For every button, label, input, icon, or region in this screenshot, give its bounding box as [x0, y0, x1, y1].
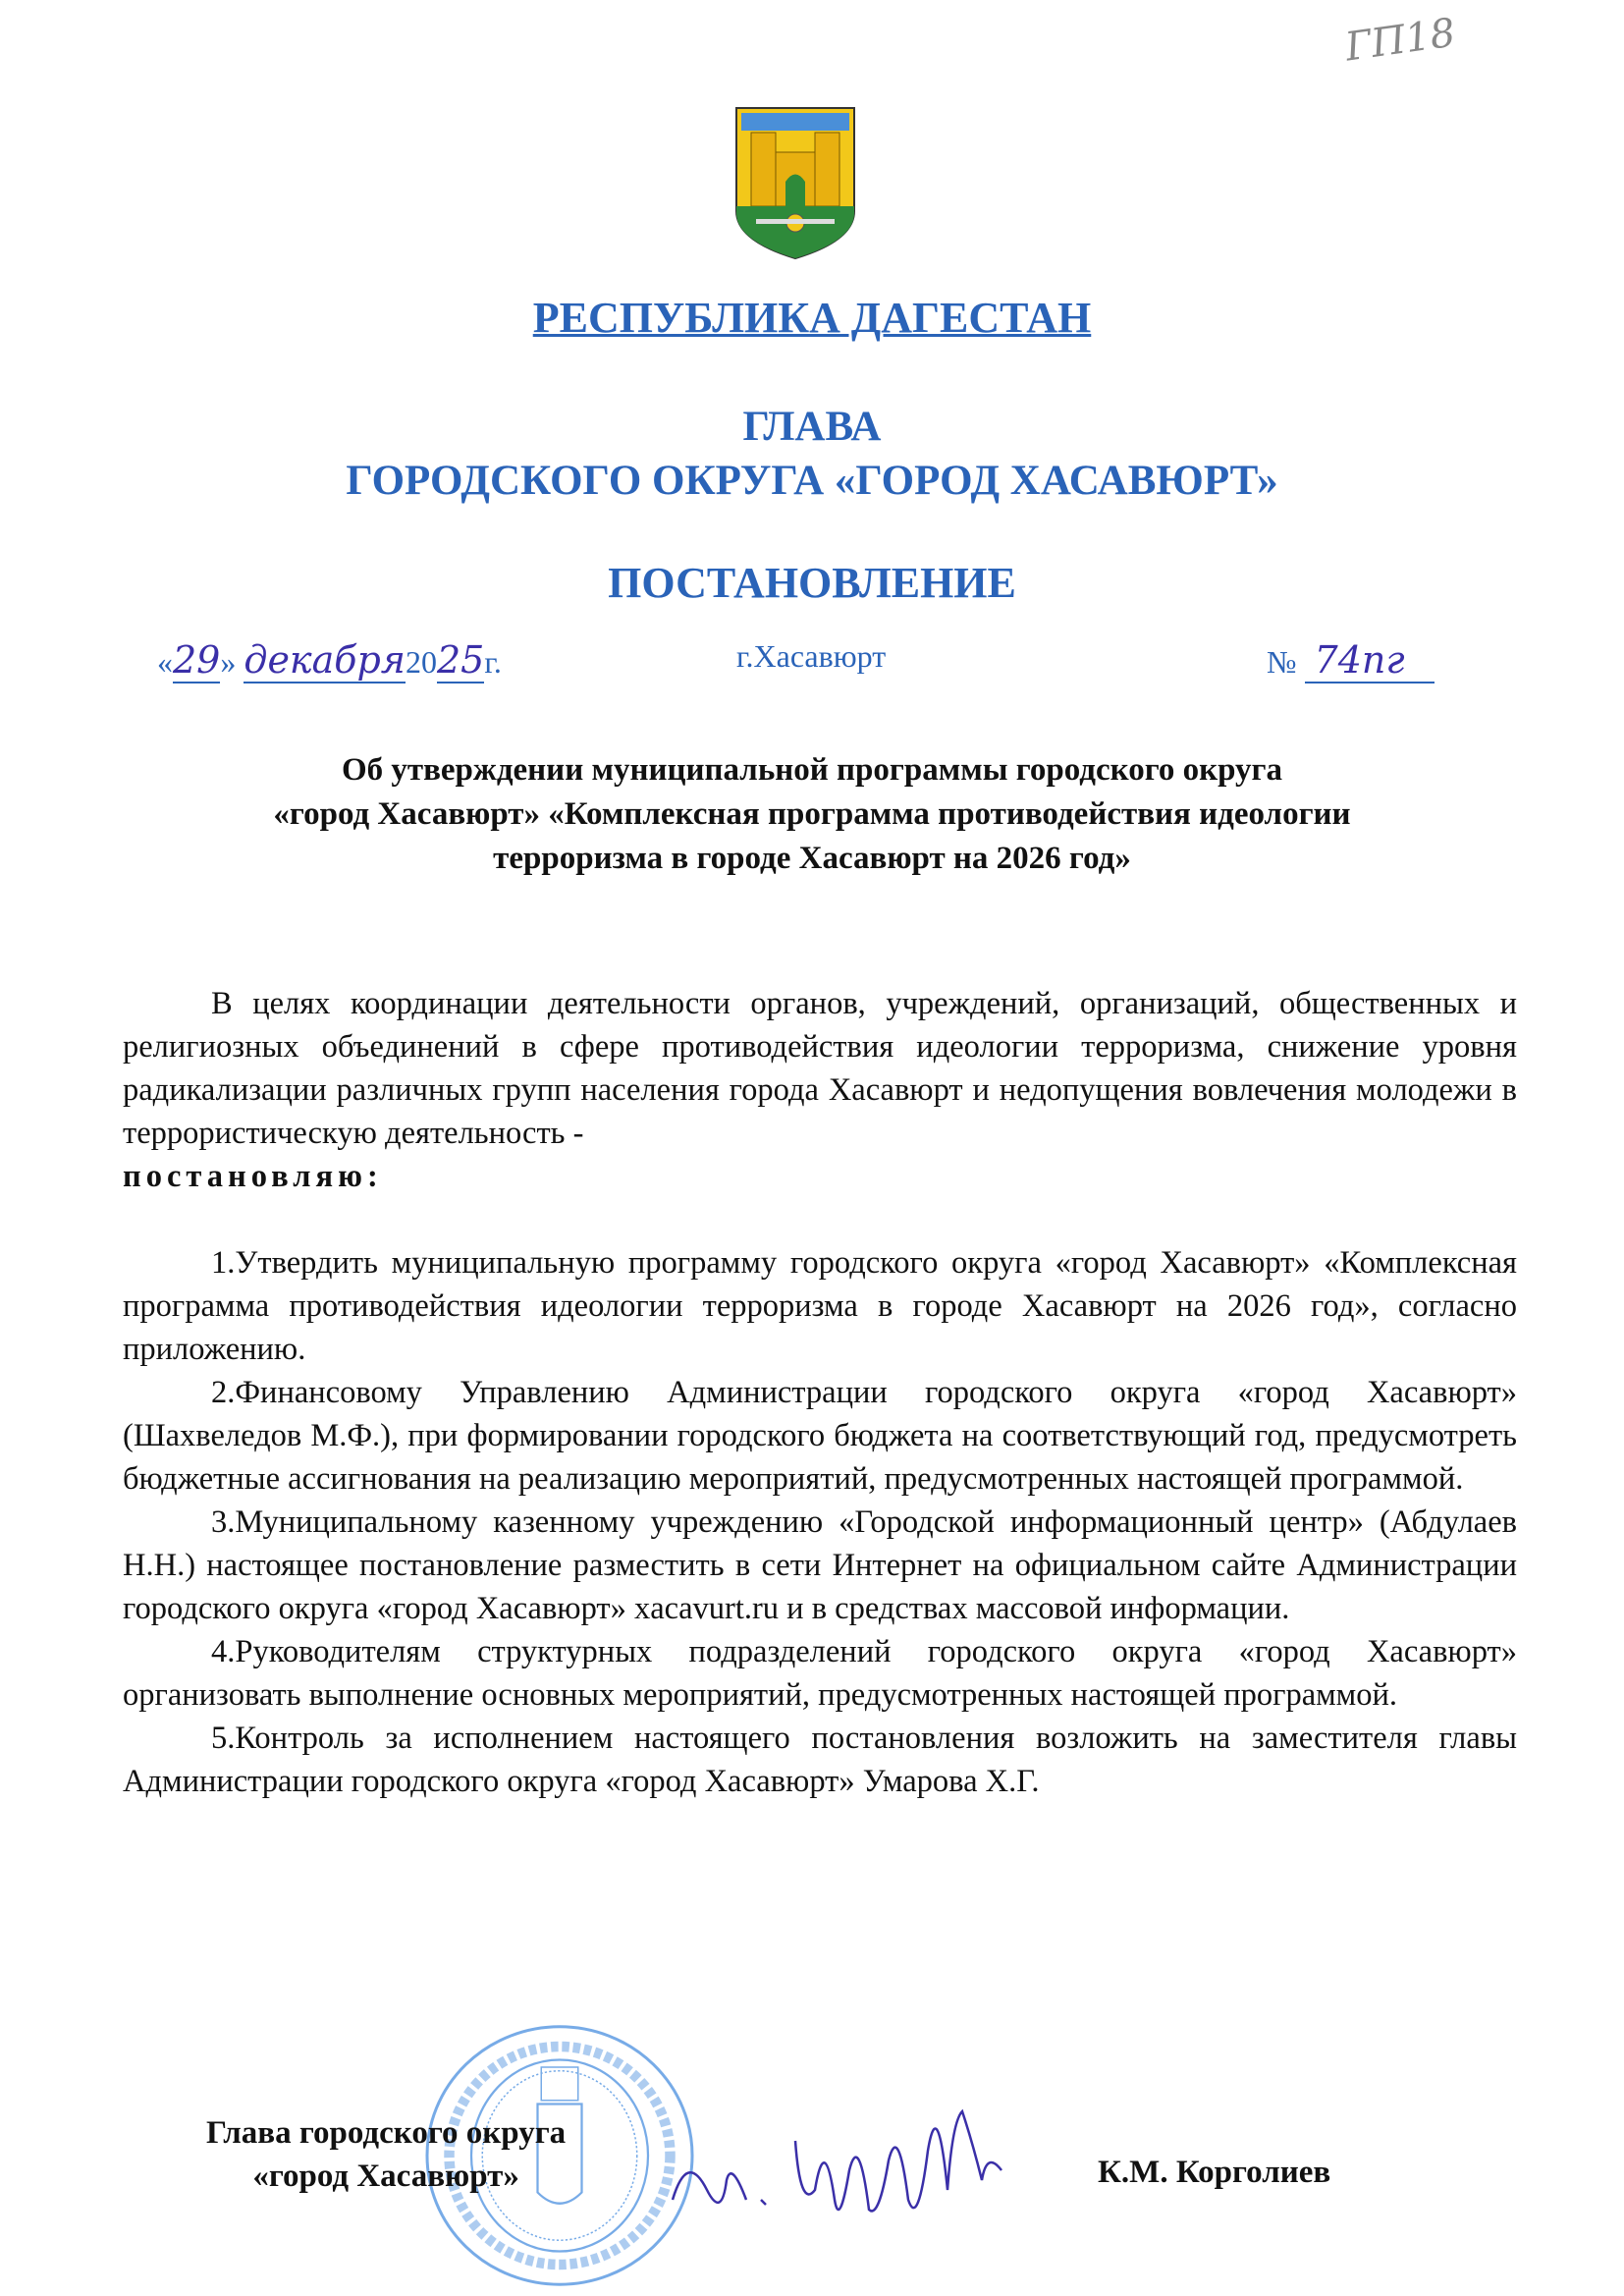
handwritten-signature	[668, 2082, 1041, 2239]
coat-of-arms-emblem	[731, 103, 859, 260]
date-open-quote: «	[157, 644, 173, 680]
republic-heading-text: РЕСПУБЛИКА ДАГЕСТАН	[532, 294, 1092, 342]
date-field	[157, 638, 502, 682]
number-label: №	[1267, 644, 1297, 680]
date-month: декабря	[244, 638, 406, 682]
item-paragraph: 2.Финансовому Управлению Администрации городского округа «город Хасавюрт» (Шахвеледов М.Ф.), при формировании городского бюджета на соответствующий год, предусмотреть бюджетные ассигнования на реализацию мероприятий, предусмотренных настоящей программой.	[123, 1375, 1517, 1497]
date-year-prefix: 20	[405, 644, 437, 680]
document-number	[1267, 638, 1435, 682]
preamble-paragraph	[123, 982, 1517, 1198]
signatory-name: К.М. Корголиев	[1098, 2155, 1331, 2190]
title-line: терроризма в городе Хасавюрт на 2026 год»	[493, 841, 1131, 876]
document-body	[123, 982, 1517, 1803]
item-paragraph: 5.Контроль за исполнением настоящего постановления возложить на заместителя главы Администрации городского округа «город Хасавюрт» Умарова Х.Г.	[123, 1721, 1517, 1799]
title-line: «город Хасавюрт» «Комплексная программа противодействия идеологии	[273, 796, 1351, 832]
document-title	[167, 748, 1457, 881]
signatory-position-line: Глава городского округа	[206, 2115, 567, 2151]
item-paragraph: 1.Утвердить муниципальную программу городского округа «город Хасавюрт» «Комплексная программа противодействия идеологии терроризма в городе Хасавюрт на 2026 год», согласно приложению.	[123, 1245, 1517, 1367]
item-paragraph: 3.Муниципальному казенному учреждению «Городской информационный центр» (Абдулаев Н.Н.) настоящее постановление разместить в сети Интернет на официальном сайте Администрации городского округа «город Хасавюрт» xacavurt.ru и в средствах массовой информации.	[123, 1504, 1517, 1626]
number-value: 74пг	[1305, 638, 1435, 683]
date-year-unit: г.	[484, 644, 502, 680]
signatory-position	[206, 2111, 566, 2198]
republic-heading	[0, 293, 1624, 343]
date-number-line	[157, 638, 1453, 697]
item-paragraph: 4.Руководителям структурных подразделений городского округа «город Хасавюрт» организовать выполнение основных мероприятий, предусмотренных настоящей программой.	[123, 1634, 1517, 1713]
city: г.Хасавюрт	[736, 638, 887, 674]
handwritten-corner-note: ГП18	[1342, 10, 1458, 71]
date-close-quote: »	[220, 644, 237, 680]
document-type-heading: ПОСТАНОВЛЕНИЕ	[608, 559, 1016, 607]
head-heading-line1: ГЛАВА	[742, 404, 882, 450]
signatory-position-line: «город Хасавюрт»	[252, 2159, 519, 2194]
date-year-suffix: 25	[436, 638, 485, 682]
decree-word: постановляю:	[123, 1159, 383, 1194]
preamble-text: В целях координации деятельности органов, учреждений, организаций, общественных и религиозных объединений в сфере противодействия идеологии терроризма, снижение уровня радикализации различных групп населения города Хасавюрт и недопущения вовлечения молодежи в террористическую деятельность -	[123, 986, 1517, 1151]
date-day: 29	[173, 638, 221, 682]
title-line: Об утверждении муниципальной программы городского округа	[341, 752, 1283, 788]
head-heading-line2: ГОРОДСКОГО ОКРУГА «ГОРОД ХАСАВЮРТ»	[346, 458, 1278, 504]
